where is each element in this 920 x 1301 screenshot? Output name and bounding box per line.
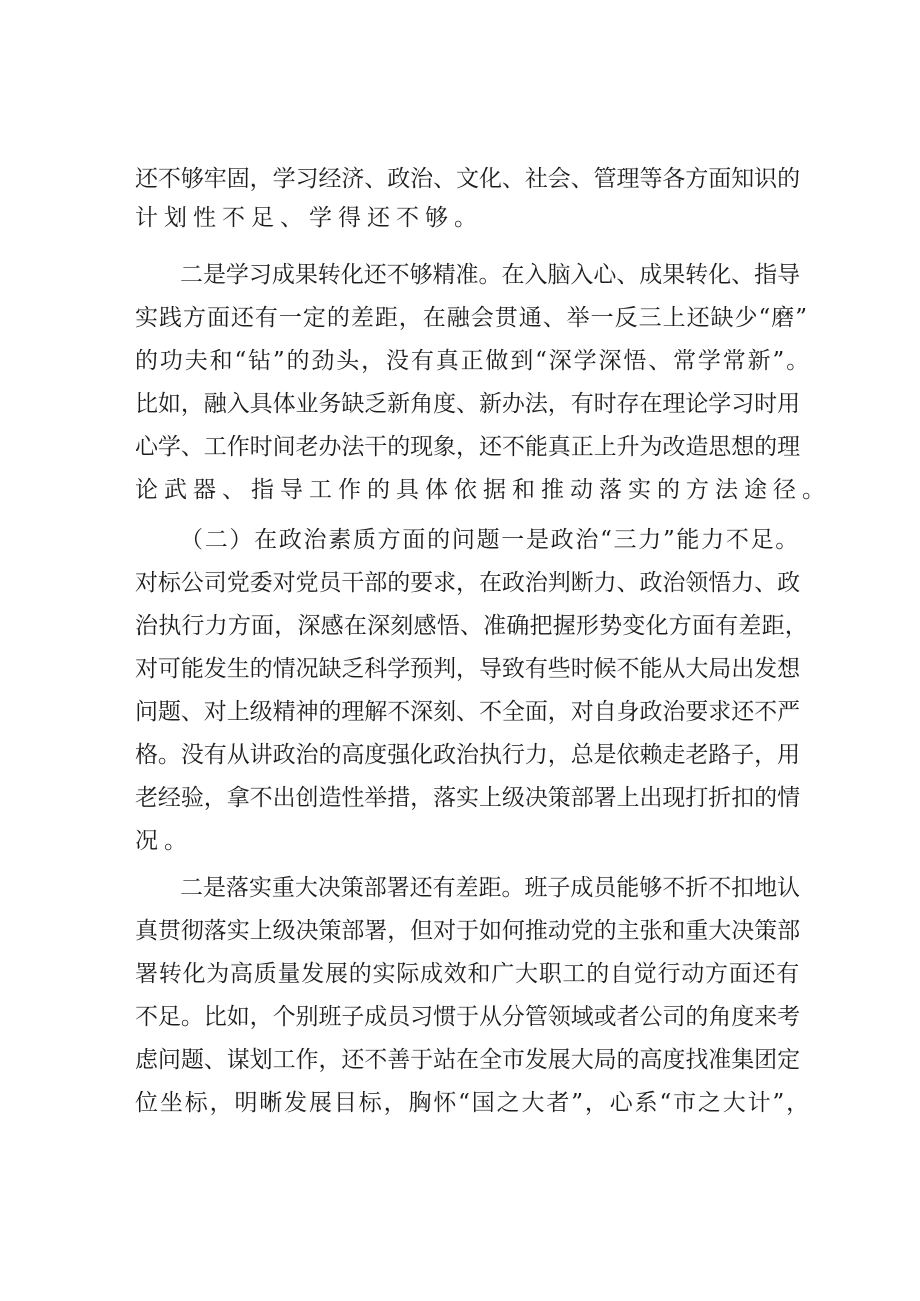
text-line: 虑问题、谋划工作，还不善于站在全市发展大局的高度找准集团定 (135, 1047, 801, 1073)
text-line: 实践方面还有一定的差距，在融会贯通、举一反三上还缺少“磨” (135, 305, 808, 331)
paragraph-3-line-3 (0, 604, 920, 648)
paragraph-3-line-2 (0, 561, 920, 605)
paragraph-3-line-8 (0, 819, 920, 863)
text-line: 格。没有从讲政治的高度强化政治执行力，总是依赖走老路子，用 (135, 742, 801, 768)
text-line: 的功夫和“钻”的劲头，没有真正做到“深学深悟、常学常新”。 (135, 348, 811, 374)
text-line: 对可能发生的情况缺乏科学预判，导致有些时候不能从大局出发想 (135, 656, 801, 682)
text-line: （二）在政治素质方面的问题一是政治“三力”能力不足。 (180, 527, 800, 553)
paragraph-2-line-1 (0, 253, 920, 297)
text-line: 真贯彻落实上级决策部署，但对于如何推动党的主张和重大决策部 (135, 918, 801, 944)
text-line: 不足。比如，个别班子成员习惯于从分管领域或者公司的角度来考 (135, 1004, 801, 1030)
paragraph-1-line-2 (0, 196, 920, 240)
paragraph-4-line-6 (0, 1081, 920, 1125)
text-line: 论武器、指导工作的具体依据和推动落实的方法途径。 (135, 477, 831, 503)
text-line: 况。 (135, 828, 193, 854)
text-line: 署转化为高质量发展的实际成效和广大职工的自觉行动方面还有 (135, 961, 800, 987)
text-line: 比如，融入具体业务缺乏新角度、新办法，有时存在理论学习时用 (135, 391, 801, 417)
paragraph-2-line-4 (0, 382, 920, 426)
paragraph-4-line-2 (0, 909, 920, 953)
text-line: 对标公司党委对党员干部的要求，在政治判断力、政治领悟力、政 (135, 570, 801, 596)
paragraph-2-line-2 (0, 296, 920, 340)
text-line: 老经验，拿不出创造性举措，落实上级决策部署上出现打折扣的情 (135, 785, 801, 811)
paragraph-3-line-1 (0, 518, 920, 562)
paragraph-3-line-4 (0, 647, 920, 691)
paragraph-3-line-7 (0, 776, 920, 820)
paragraph-2-line-6 (0, 468, 920, 512)
paragraph-2-line-3 (0, 339, 920, 383)
text-line: 二是落实重大决策部署还有差距。班子成员能够不折不扣地认 (180, 875, 801, 901)
paragraph-3-line-5 (0, 690, 920, 734)
paragraph-4-line-1 (0, 866, 920, 910)
paragraph-1-line-1 (0, 157, 920, 201)
text-line: 治执行力方面，深感在深刻感悟、准确把握形势变化方面有差距， (135, 613, 808, 639)
text-line: 位坐标，明晰发展目标，胸怀“国之大者”，心系“市之大计”， (135, 1090, 811, 1116)
text-line: 问题、对上级精神的理解不深刻、不全面，对自身政治要求还不严 (135, 699, 801, 725)
paragraph-2-line-5 (0, 425, 920, 469)
text-line: 二是学习成果转化还不够精准。在入脑入心、成果转化、指导 (180, 262, 801, 288)
paragraph-4-line-3 (0, 952, 920, 996)
text-line: 心学、工作时间老办法干的现象，还不能真正上升为改造思想的理 (135, 434, 801, 460)
text-line: 计划性不足、学得还不够。 (135, 205, 483, 231)
paragraph-3-line-6 (0, 733, 920, 777)
paragraph-4-line-4 (0, 995, 920, 1039)
text-line: 还不够牢固，学习经济、政治、文化、社会、管理等各方面知识的 (135, 166, 801, 192)
paragraph-4-line-5 (0, 1038, 920, 1082)
